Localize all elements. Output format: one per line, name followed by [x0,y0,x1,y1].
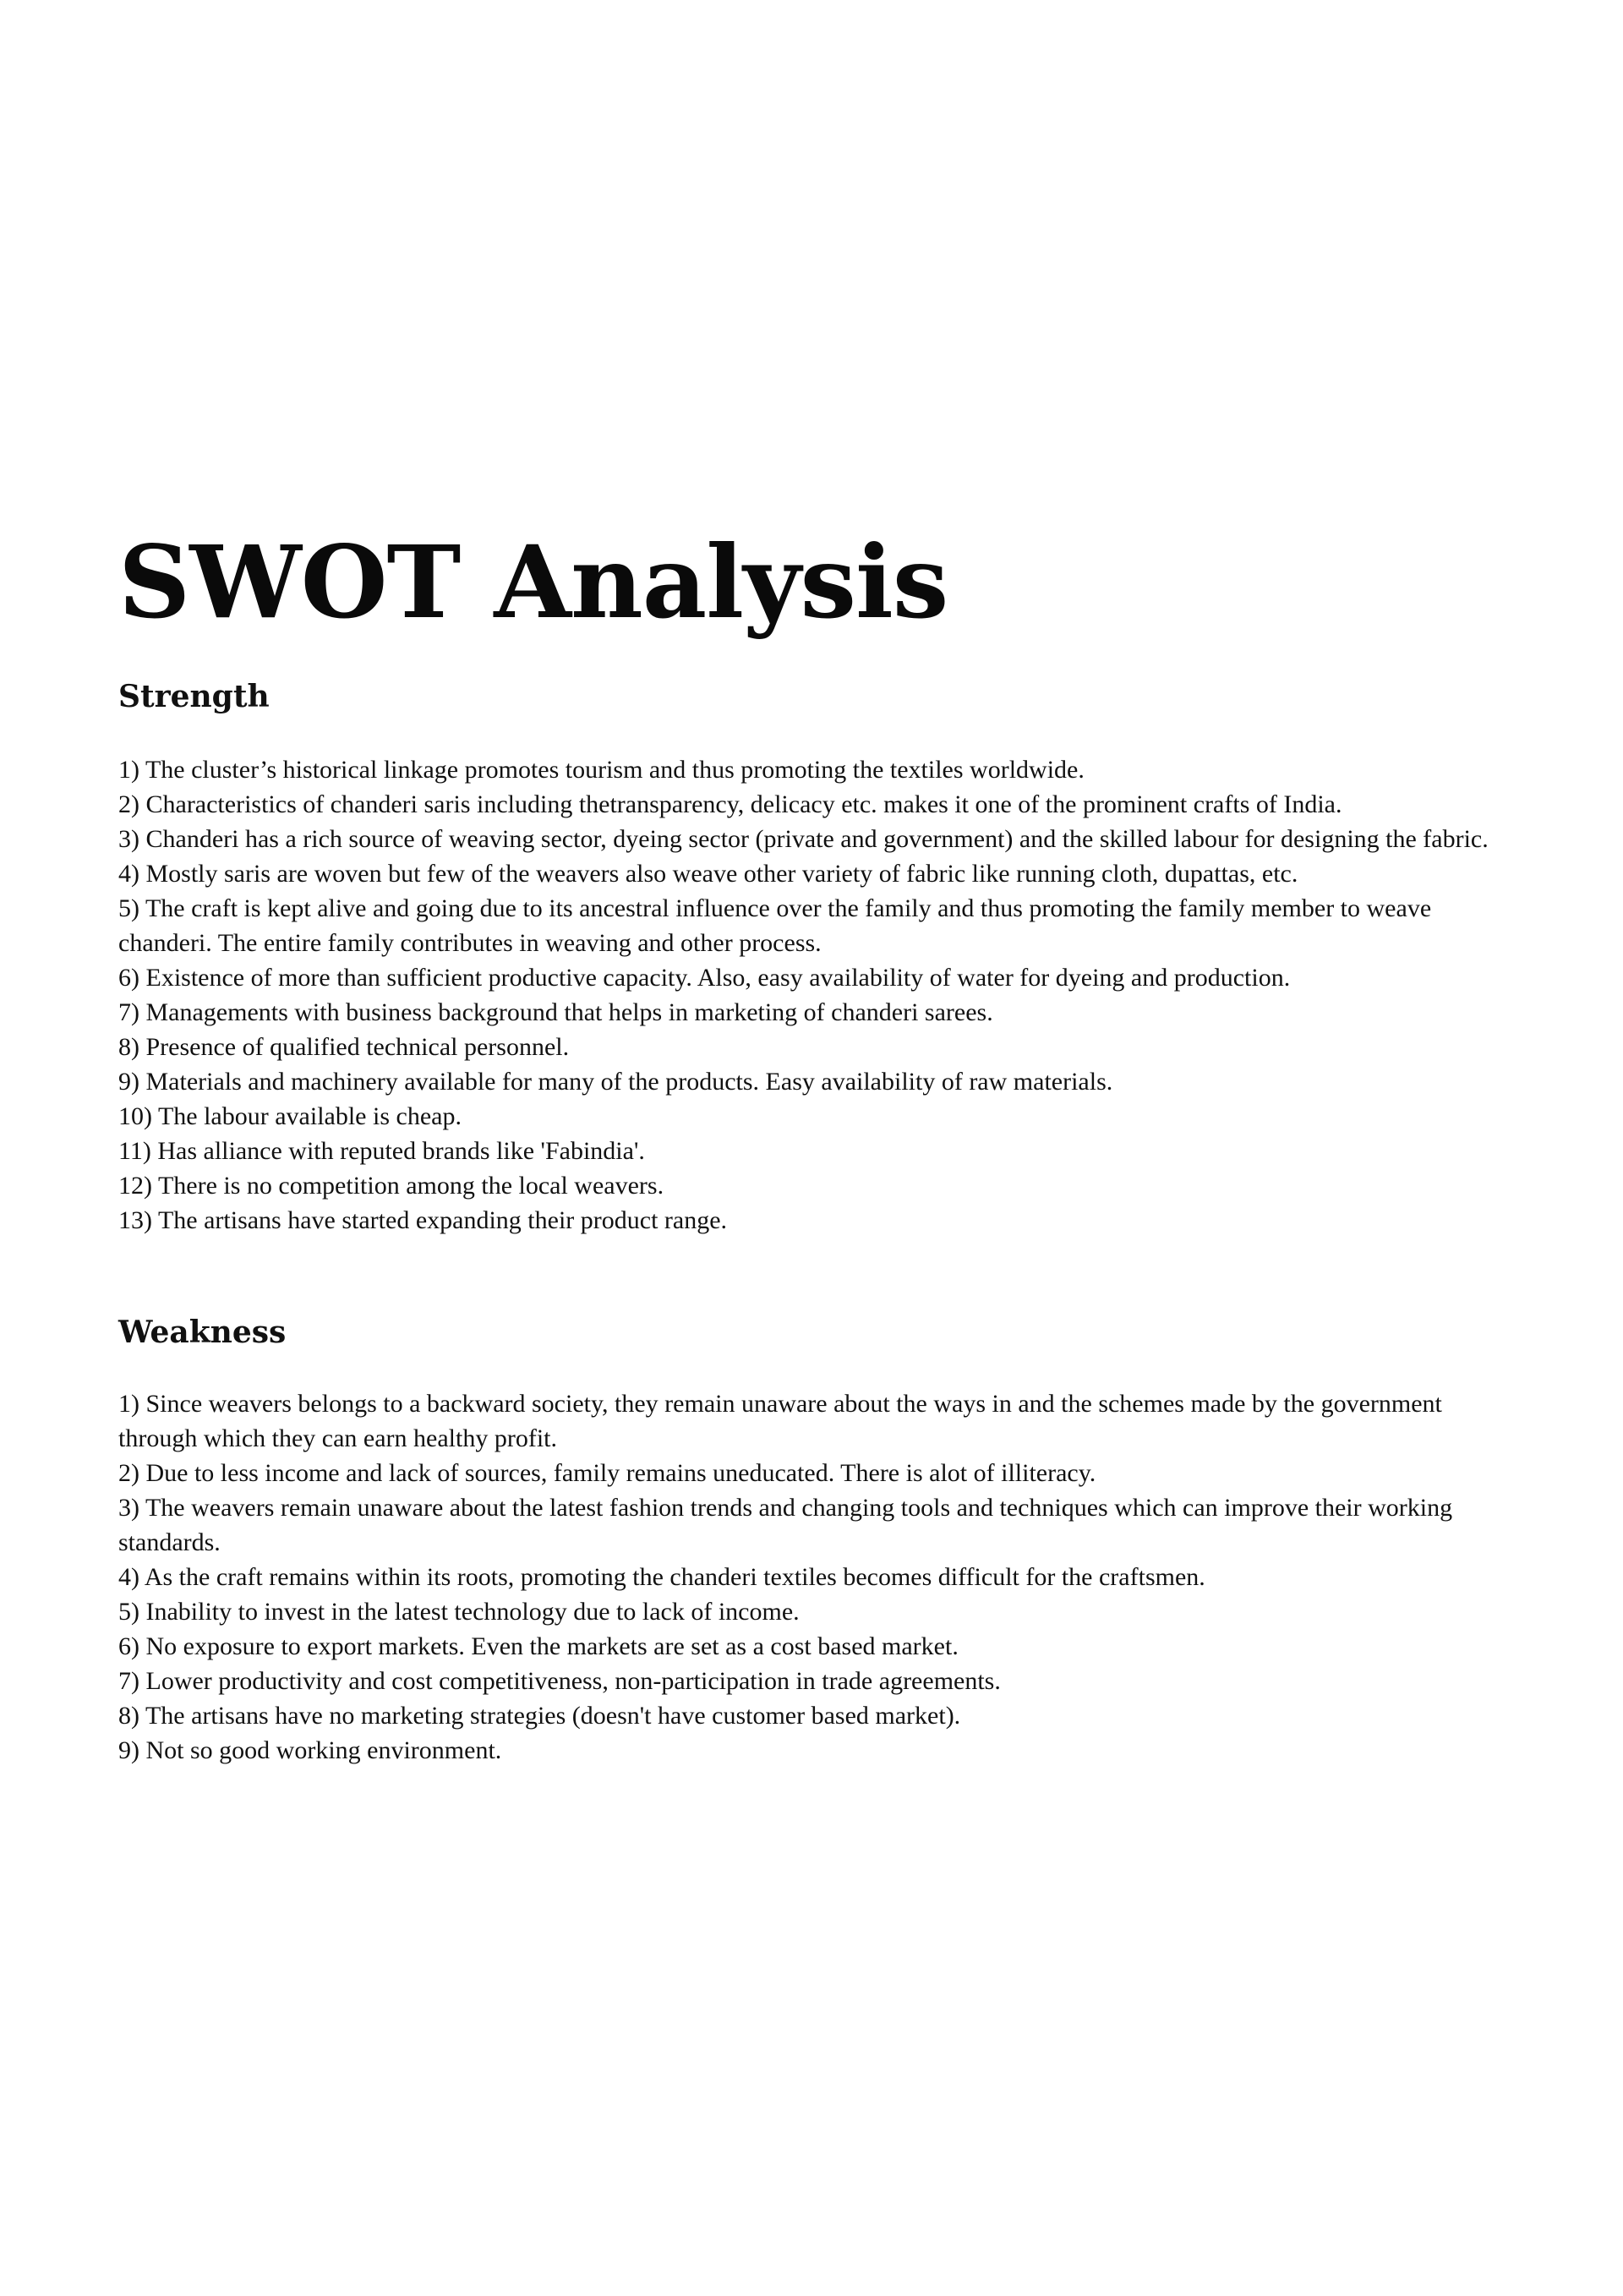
weakness-item-8: 8) The artisans have no marketing strategies (doesn't have customer based market). [118,1702,961,1730]
weakness-item-9: 9) Not so good working environment. [118,1736,502,1764]
weakness-item-5: 5) Inability to invest in the latest technology due to lack of income. [118,1598,800,1626]
strength-item-2: 2) Characteristics of chanderi saris including thetransparency, delicacy etc. makes it one of the prominent crafts of India. [118,790,1342,818]
strength-item-5: 5) The craft is kept alive and going due to its ancestral influence over the family and thus promoting the family member to weave chanderi. The entire family contributes in weaving and other process. [118,894,1432,957]
strength-list [118,752,1522,1238]
strength-item-11: 11) Has alliance with reputed brands like 'Fabindia'. [118,1137,645,1165]
strength-item-1: 1) The cluster’s historical linkage promotes tourism and thus promoting the textiles worldwide. [118,756,1085,784]
weakness-heading: Weakness [118,1315,287,1350]
weakness-list [118,1386,1522,1768]
strength-item-10: 10) The labour available is cheap. [118,1102,462,1130]
weakness-item-7: 7) Lower productivity and cost competitiveness, non-participation in trade agreements. [118,1667,1001,1695]
strength-item-7: 7) Managements with business background that helps in marketing of chanderi sarees. [118,998,993,1026]
weakness-item-4: 4) As the craft remains within its roots, promoting the chanderi textiles becomes difficult for the craftsmen. [118,1563,1205,1591]
strength-item-12: 12) There is no competition among the local weavers. [118,1172,664,1200]
strength-item-4: 4) Mostly saris are woven but few of the weavers also weave other variety of fabric like running cloth, dupattas, etc. [118,860,1298,888]
strength-item-3: 3) Chanderi has a rich source of weaving sector, dyeing sector (private and government) and the skilled labour for designing the fabric. [118,825,1489,853]
weakness-item-3: 3) The weavers remain unaware about the latest fashion trends and changing tools and techniques which can improve their working standards. [118,1494,1453,1556]
strength-item-6: 6) Existence of more than sufficient productive capacity. Also, easy availability of water for dyeing and production. [118,964,1291,992]
strength-item-9: 9) Materials and machinery available for many of the products. Easy availability of raw materials. [118,1068,1113,1096]
strength-item-13: 13) The artisans have started expanding their product range. [118,1206,728,1234]
weakness-item-6: 6) No exposure to export markets. Even the markets are set as a cost based market. [118,1632,959,1660]
strength-item-8: 8) Presence of qualified technical personnel. [118,1033,570,1061]
strength-heading: Strength [118,679,270,714]
weakness-item-1: 1) Since weavers belongs to a backward society, they remain unaware about the ways in and the schemes made by the government through which they can earn healthy profit. [118,1390,1442,1452]
page-title: SWOT Analysis [118,523,948,641]
weakness-item-2: 2) Due to less income and lack of sources, family remains uneducated. There is alot of illiteracy. [118,1459,1096,1487]
